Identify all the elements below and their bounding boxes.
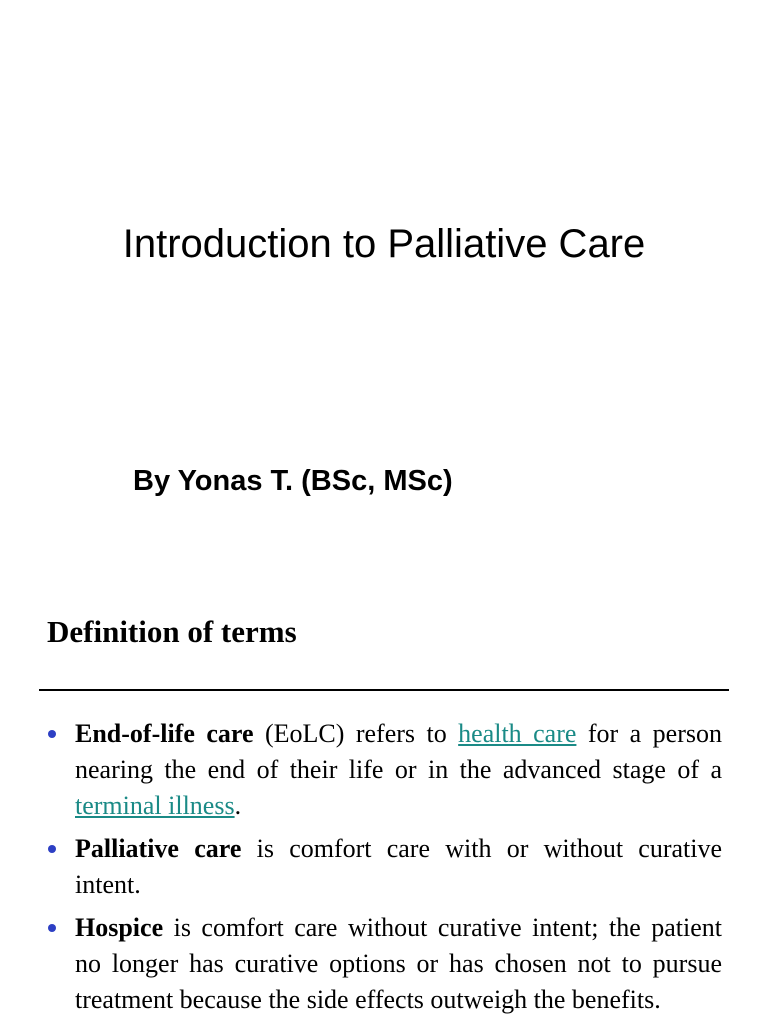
slide-title: Introduction to Palliative Care — [122, 222, 646, 266]
definition-term: Hospice — [75, 913, 164, 942]
definition-text: . — [234, 791, 242, 820]
definition-item-end-of-life-care — [40, 716, 722, 824]
definition-text: is comfort care with or without curative intent. — [75, 834, 723, 899]
definition-term: End-of-life care — [75, 719, 254, 748]
slide-author: By Yonas T. (BSc, MSc) — [133, 465, 453, 497]
definition-item-palliative-care — [40, 831, 722, 903]
definition-text: for a person nearing the end of their life or in the advanced stage of a — [75, 719, 722, 784]
definition-item-hospice — [40, 910, 722, 1018]
bullet-icon — [48, 924, 56, 932]
definition-list — [40, 716, 722, 1024]
definition-term: Palliative care — [75, 834, 242, 863]
definition-text: is comfort care without curative intent; the patient no longer has curative options or has chosen not to pursue treatment because the side effects outweigh the benefits. — [75, 913, 722, 1014]
bullet-icon — [48, 845, 56, 853]
definition-text: (EoLC) refers to — [253, 719, 459, 748]
section-divider — [39, 689, 729, 691]
terminal-illness-link[interactable]: terminal illness — [75, 791, 235, 820]
section-heading: Definition of terms — [47, 614, 297, 649]
health-care-link[interactable]: health care — [458, 719, 577, 748]
bullet-icon — [48, 730, 56, 738]
